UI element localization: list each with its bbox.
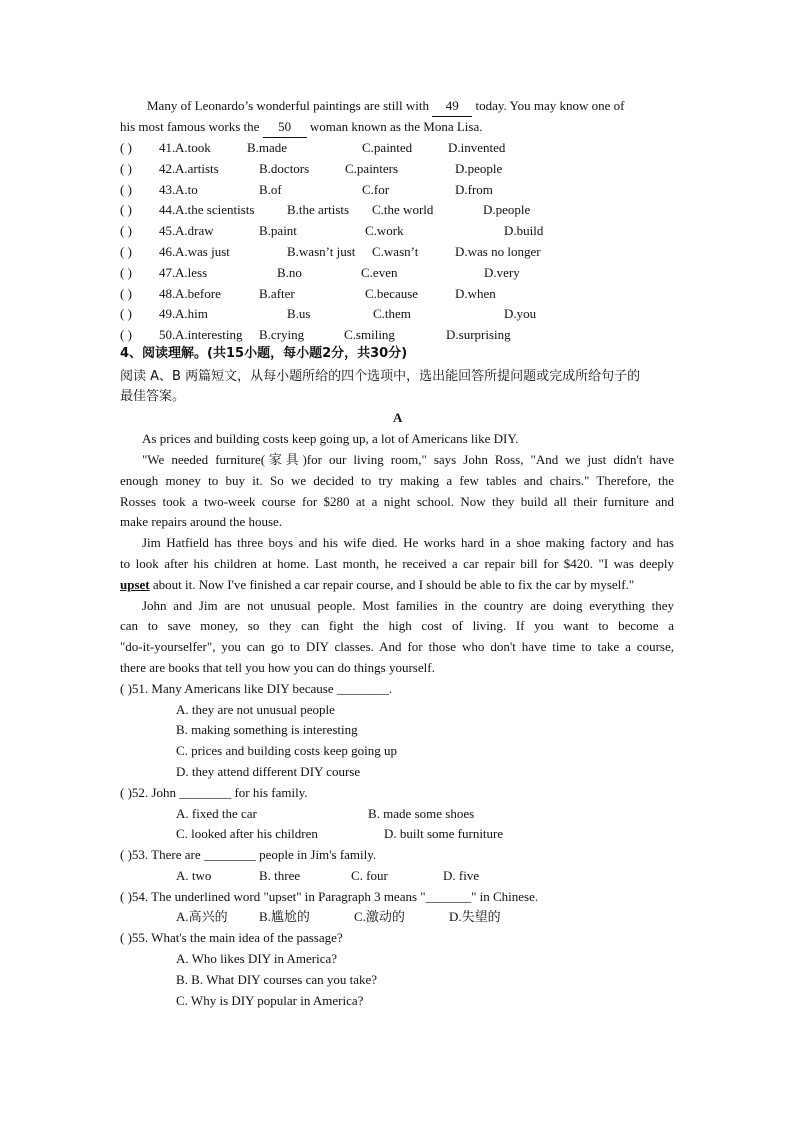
cloze-intro-line-1 xyxy=(147,96,625,116)
cloze-question-row xyxy=(0,221,794,241)
option-d[interactable]: D.was no longer xyxy=(455,244,541,259)
answer-bracket[interactable]: ( ) xyxy=(120,785,132,800)
passage-p2-line-4: make repairs around the house. xyxy=(120,514,283,529)
option-d[interactable]: D.build xyxy=(504,223,544,239)
option-a[interactable]: A.less xyxy=(175,264,208,280)
blank-50: 50 xyxy=(263,117,307,138)
cloze-question-row xyxy=(0,304,794,324)
answer-bracket[interactable]: ( ) xyxy=(120,889,132,904)
answer-bracket[interactable]: ( ) xyxy=(120,681,132,696)
passage-p4-line-2: can to save money, so they can fight the high cost of living. If you want to become a xyxy=(120,618,674,633)
question-number: 50. xyxy=(159,327,176,343)
passage-text: about it. Now I've finished a car repair course, and I should be able to fix the car by myself." xyxy=(149,577,635,592)
option-a[interactable]: A.interesting xyxy=(175,327,243,343)
passage-paragraph-1: As prices and building costs keep going up, a lot of Americans like DIY. xyxy=(142,431,519,446)
answer-bracket[interactable]: ( ) xyxy=(120,264,132,280)
option-b[interactable]: B.made xyxy=(247,140,288,155)
option-a[interactable]: A.to xyxy=(175,181,198,197)
option-c[interactable]: C.painters xyxy=(345,160,399,176)
question-number: 42. xyxy=(159,160,176,176)
option-c[interactable]: C.work xyxy=(365,223,404,239)
question-number: 47. xyxy=(159,264,176,280)
answer-bracket[interactable]: ( ) xyxy=(120,160,132,176)
cloze-question-row xyxy=(0,200,794,220)
cloze-question-row xyxy=(0,284,794,304)
cloze-question-row xyxy=(0,263,794,283)
q55-option-c[interactable]: C. Why is DIY popular in America? xyxy=(176,993,364,1008)
section-4-instruction-2: 最佳答案。 xyxy=(120,389,186,404)
cloze-question-row xyxy=(0,242,794,262)
question-number: 45. xyxy=(159,223,176,239)
option-a[interactable]: A.before xyxy=(175,285,221,301)
question-number: 48. xyxy=(159,285,176,301)
option-a[interactable]: A.him xyxy=(175,306,208,322)
answer-bracket[interactable]: ( ) xyxy=(120,327,132,343)
q51-option-c[interactable]: C. prices and building costs keep going up xyxy=(176,743,397,758)
option-c[interactable]: C.wasn’t xyxy=(372,244,419,259)
question-number: 43. xyxy=(159,181,176,197)
answer-bracket[interactable]: ( ) xyxy=(120,847,132,862)
question-number: 49. xyxy=(159,306,176,322)
option-d[interactable]: D.people xyxy=(455,160,503,176)
option-b[interactable]: B.after xyxy=(259,285,295,301)
question-number: 41. xyxy=(159,140,176,155)
question-55 xyxy=(120,928,343,948)
question-stem: 55. What's the main idea of the passage? xyxy=(131,930,343,945)
cloze-question-row xyxy=(0,159,794,179)
q51-option-b[interactable]: B. making something is interesting xyxy=(176,722,358,737)
answer-bracket[interactable]: ( ) xyxy=(120,140,132,155)
passage-p4-line-4: there are books that tell you how you can do things yourself. xyxy=(120,660,435,675)
option-text: D.失望的 xyxy=(449,909,501,924)
option-b[interactable]: B.us xyxy=(287,306,311,322)
q54-option-a[interactable] xyxy=(176,907,228,927)
passage-p2-line-1: "We needed furniture(家具)for our living room," says John Ross, "And we just didn't have xyxy=(142,452,674,467)
option-a[interactable]: A.took xyxy=(175,140,211,155)
cloze-intro-line-2 xyxy=(120,117,482,137)
q52-option-d[interactable]: D. built some furniture xyxy=(384,826,504,841)
answer-bracket[interactable]: ( ) xyxy=(120,306,132,322)
intro-text: Many of Leonardo’s wonderful paintings are still with xyxy=(147,98,429,113)
q53-option-b[interactable]: B. three xyxy=(259,868,301,883)
option-d[interactable]: D.surprising xyxy=(446,327,511,343)
option-d[interactable]: D.from xyxy=(455,181,493,197)
cloze-question-row xyxy=(0,325,794,345)
question-number: 46. xyxy=(159,244,176,259)
answer-bracket[interactable]: ( ) xyxy=(120,202,132,218)
answer-bracket[interactable]: ( ) xyxy=(120,181,132,197)
option-a[interactable]: A.was just xyxy=(175,244,230,259)
option-b[interactable]: B.wasn’t just xyxy=(287,244,356,259)
intro-text: his most famous works the xyxy=(120,119,260,134)
q52-option-a[interactable]: A. fixed the car xyxy=(176,806,257,821)
answer-bracket[interactable]: ( ) xyxy=(120,244,132,259)
option-d[interactable]: D.very xyxy=(484,264,520,280)
question-51 xyxy=(120,679,392,699)
q53-option-c[interactable]: C. four xyxy=(351,868,388,883)
answer-bracket[interactable]: ( ) xyxy=(120,930,132,945)
option-c[interactable]: C.smiling xyxy=(344,327,395,343)
intro-text: woman known as the Mona Lisa. xyxy=(309,119,483,134)
q53-option-a[interactable]: A. two xyxy=(176,868,212,883)
q52-option-c[interactable]: C. looked after his children xyxy=(176,826,318,841)
option-b[interactable]: B.of xyxy=(259,181,282,197)
q52-option-b[interactable]: B. made some shoes xyxy=(368,806,475,821)
option-d[interactable]: D.people xyxy=(483,202,531,218)
answer-bracket[interactable]: ( ) xyxy=(120,223,132,239)
q54-option-b[interactable] xyxy=(259,907,310,927)
cloze-question-row xyxy=(0,138,794,158)
option-c[interactable]: C.painted xyxy=(362,140,413,155)
blank-49: 49 xyxy=(432,96,472,117)
question-number: 44. xyxy=(159,202,176,218)
option-text: C.激动的 xyxy=(354,909,405,924)
section-4-heading: 4、阅读理解。(共15小题，每小题2分，共30分) xyxy=(120,346,408,361)
option-c[interactable]: C.even xyxy=(361,264,398,280)
passage-p3-line-1: Jim Hatfield has three boys and his wife died. He works hard in a shoe making factory and has xyxy=(142,535,674,550)
passage-p3-line-3 xyxy=(120,575,634,595)
option-c[interactable]: C.them xyxy=(373,306,411,322)
q53-option-d[interactable]: D. five xyxy=(443,868,480,883)
option-c[interactable]: C.because xyxy=(365,285,419,301)
q54-option-c[interactable] xyxy=(354,907,405,927)
option-b[interactable]: B.doctors xyxy=(259,160,310,176)
cloze-question-row xyxy=(0,180,794,200)
passage-p4-line-3: "do-it-yourselfer", you can go to DIY classes. And for those who don't have time to take a course, xyxy=(120,639,674,654)
option-d[interactable]: D.when xyxy=(455,285,496,301)
option-b[interactable]: B.no xyxy=(277,264,302,280)
question-54 xyxy=(120,887,538,907)
question-stem: 53. There are ________ people in Jim's family. xyxy=(131,847,377,862)
question-53 xyxy=(120,845,376,865)
passage-p2-line-2: enough money to buy it. So we decided to try making a few tables and chairs." Therefore, the xyxy=(120,473,674,488)
option-c[interactable]: C.for xyxy=(362,181,390,197)
option-b[interactable]: B.paint xyxy=(259,223,297,239)
q55-option-a[interactable]: A. Who likes DIY in America? xyxy=(176,951,338,966)
passage-p4-line-1: John and Jim are not unusual people. Most families in the country are doing everything they xyxy=(142,598,674,613)
option-text: B.尴尬的 xyxy=(259,909,310,924)
passage-title: A xyxy=(393,410,403,425)
q54-option-d[interactable] xyxy=(449,907,501,927)
question-stem: 51. Many Americans like DIY because ________. xyxy=(131,681,393,696)
question-52 xyxy=(120,783,308,803)
option-b[interactable]: B.crying xyxy=(259,327,305,343)
option-d[interactable]: D.invented xyxy=(448,140,506,155)
passage-p3-line-2: to look after his children at home. Last month, he received a car repair bill for $420. "I was deeply xyxy=(120,556,674,571)
intro-text: today. You may know one of xyxy=(475,98,625,113)
option-b[interactable]: B.the artists xyxy=(287,202,350,218)
option-text: A.高兴的 xyxy=(176,909,228,924)
q51-option-a[interactable]: A. they are not unusual people xyxy=(176,702,335,717)
option-a[interactable]: A.draw xyxy=(175,223,214,239)
question-stem: 54. The underlined word "upset" in Paragraph 3 means "_______" in Chinese. xyxy=(131,889,539,904)
underlined-word-upset: upset xyxy=(120,577,150,592)
q51-option-d[interactable]: D. they attend different DIY course xyxy=(176,764,361,779)
section-4-instruction-1: 阅读 A、B 两篇短文，从每小题所给的四个选项中，选出能回答所提问题或完成所给句子的 xyxy=(120,369,641,384)
option-a[interactable]: A.artists xyxy=(175,160,219,176)
option-d[interactable]: D.you xyxy=(504,306,537,322)
q55-option-b[interactable]: B. B. What DIY courses can you take? xyxy=(176,972,378,987)
answer-bracket[interactable]: ( ) xyxy=(120,285,132,301)
passage-p2-line-3: Rosses took a two-week course for $280 at a night school. Now they build all their furniture and xyxy=(120,494,674,509)
option-a[interactable]: A.the scientists xyxy=(175,202,255,218)
option-c[interactable]: C.the world xyxy=(372,202,434,218)
question-stem: 52. John ________ for his family. xyxy=(131,785,308,800)
